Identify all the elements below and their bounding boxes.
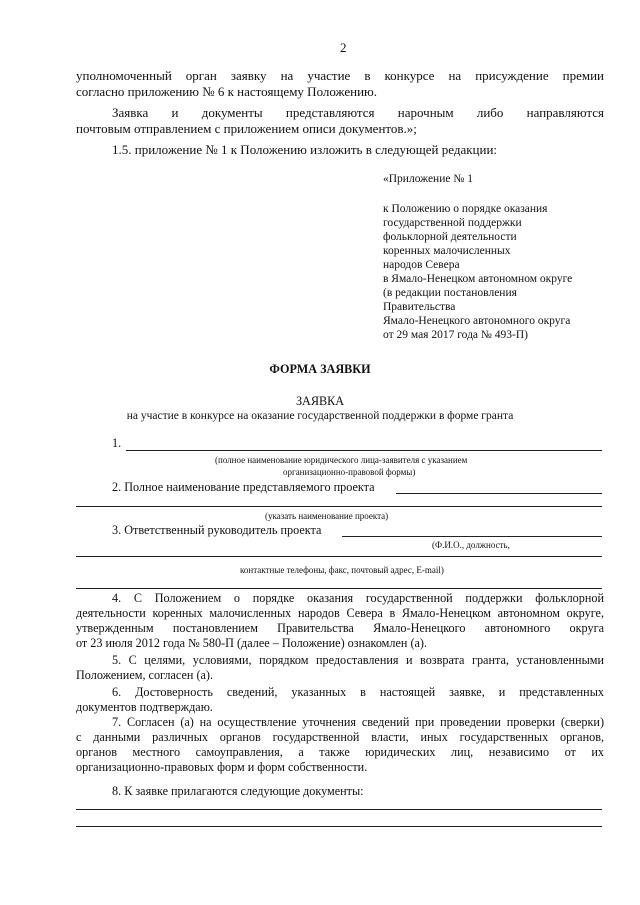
item3-fill-line-3[interactable] [76,588,602,589]
item2-fill-line[interactable] [396,493,602,494]
appendix-title: «Приложение № 1 [383,173,473,185]
appendix-line: (в редакции постановления [383,287,517,299]
intro-line-5: 1.5. приложение № 1 к Положению изложить в следующей редакции: [112,142,498,157]
appendix-line: в Ямало-Ненецком автономном округе [383,273,573,285]
item2-label: 2. Полное наименование представляемого проекта [112,480,375,494]
appendix-line: фольклорной деятельности [383,231,517,243]
item8-label: 8. К заявке прилагаются следующие документы: [112,784,364,798]
item3-label: 3. Ответственный руководитель проекта [112,523,322,537]
item6-line-1: 6. Достоверность сведений, указанных в настоящей заявке, и представленных [112,685,604,699]
item4-line-2: деятельности коренных малочисленных народов Севера в Ямало-Ненецком автономном округе, [76,606,604,620]
item7-line-1: 7. Согласен (а) на осуществление уточнения сведений при проведении проверки (сверки) [112,715,604,729]
intro-line-4: почтовым отправлением с приложением описи документов.»; [76,121,417,136]
item3-fill-line[interactable] [342,536,602,537]
item4-line-3: утвержденным постановлением Правительства Ямало-Ненецкого автономного округа [76,621,604,635]
item1-label: 1. [112,436,122,450]
item6-line-2: документов подтверждаю. [76,700,213,714]
item7-line-3: органов местного самоуправления, а также юридических лиц, независимо от их [76,745,604,759]
item5-line-1: 5. С целями, условиями, порядком предоставления и возврата гранта, установленными [112,653,604,667]
item2-fill-line-2[interactable] [76,506,602,507]
intro-line-3: Заявка и документы представляются нарочным либо направляются [112,105,604,120]
item4-line-1: 4. С Положением о порядке оказания государственной поддержки фольклорной [112,591,604,605]
item2-hint: (указать наименование проекта) [265,511,389,521]
item4-line-4: от 23 июля 2012 года № 580-П (далее – Положение) ознакомлен (а). [76,636,428,650]
item1-hint-2: организационно-правовой формы) [283,467,416,477]
page-number: 2 [340,40,347,55]
form-title: ЗАЯВКА [295,394,345,408]
intro-line-2: согласно приложению № 6 к настоящему Положению. [76,84,378,99]
appendix-line: государственной поддержки [383,217,522,229]
item3-hint-1: (Ф.И.О., должность, [432,540,510,550]
appendix-line: коренных малочисленных [383,245,511,257]
item1-hint-1: (полное наименование юридического лица-заявителя с указанием [215,455,468,465]
appendix-line: Правительства [383,301,456,313]
appendix-line: Ямало-Ненецкого автономного округа [383,315,571,327]
form-heading: ФОРМА ЗАЯВКИ [269,362,371,376]
item5-line-2: Положением, согласен (а). [76,668,214,682]
item7-line-2: с данными различных органов государственной власти, иных государственных органов, [76,730,604,744]
item8-fill-line-1[interactable] [76,809,602,810]
appendix-line: от 29 мая 2017 года № 493-П) [383,329,528,341]
item1-fill-line[interactable] [126,450,602,451]
form-subtitle: на участие в конкурсе на оказание государственной поддержки в форме гранта [126,410,514,422]
item3-fill-line-2[interactable] [76,556,602,557]
item3-hint-2: контактные телефоны, факс, почтовый адрес, E-mail) [240,565,444,575]
appendix-line: народов Севера [383,259,460,271]
intro-line-1: уполномоченный орган заявку на участие в конкурсе на присуждение премии [76,68,604,83]
item8-fill-line-2[interactable] [76,826,602,827]
appendix-line: к Положению о порядке оказания [383,203,548,215]
item7-line-4: организационно-правовых форм и форм собственности. [76,760,368,774]
